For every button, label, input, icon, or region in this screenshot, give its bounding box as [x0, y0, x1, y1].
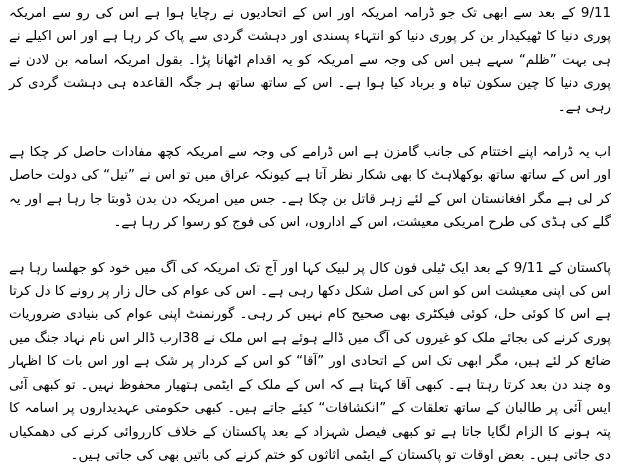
paragraph-1: 9/11 کے بعد سے ابھی تک جو ڈرامہ امریکہ اور اس کے اتحادیوں نے رچایا ہوا ہے اس کی رو سے امریکہ پوری دنیا کا ٹھیکیدار بن کر پوری دنیا کو انتہاء پسندی اور دہشت گردی سے پاک کر رہا ہے اور اس اکیلے نے ہی بہت ”ظلم“ سہے ہیں اس کی وجہ سے امریکہ کو یہ اقدام اٹھانا پڑا۔ بقول امریکہ اسامہ بن لادن نے پوری دنیا کا چین سکون تباہ و برباد کیا ہوا ہے۔ اس کے ساتھ ساتھ ہر جگہ القاعدہ ہی دہشت گردی کر رہی ہے۔: [9, 6, 612, 115]
paragraph-2: اب یہ ڈرامہ اپنے اختتام کی جانب گامزن ہے اس ڈرامے کی وجہ سے امریکہ کچھ مفادات حاصل کر چکا ہے اور اس کے ساتھ ساتھ بوکھلاہٹ کا بھی شکار نظر آتا ہے کیونکہ عراق میں تو اس نے ”تیل“ کی دولت حاصل کر لی ہے مگر افغانستان اس کے لئے زہر قاتل بن چکا ہے۔ جس میں امریکہ دن بدن ڈوبتا جا رہا ہے اور یہ گلے کی ہڈی کی طرح امریکی معیشت، اس کے اداروں، اس کی فوج کو رسوا کر رہا ہے۔: [9, 145, 611, 231]
paragraph-3: پاکستان کے 9/11 کے بعد ایک ٹیلی فون کال پر لبیک کہا اور آج تک امریکہ کی آگ میں خود کو جھلسا رہا ہے اس کی اپنی معیشت اس کو اس کی اصل شکل دکھا رہی ہے۔ اس کی عوام کی حال زار پر رونے کا دل کرتا ہے اس کا کوئی حل، کوئی فیکٹری بھی صحیح کام نہیں کر رہی۔ گورنمنٹ اپنی عوام کی بنیادی ضروریات پوری کرنے کی بجائے ملک کو غیروں کی آگ میں ڈالے ہوئے ہے اس ملک نے 38ارب ڈالر اس نام نہاد جنگ میں ضائع کر لئے ہیں، مگر ابھی تک اس کے اتحادی اور ”آقا“ کو اس کے کردار پر شک ہے اور اس بات کا اظہار وہ چند دن بعد کرتا رہتا ہے۔ کبھی آقا کہتا ہے کہ اس کے ملک کے ایٹمی ہتھیار محفوظ نہیں۔ تو کبھی آئی ایس آئی پر طالبان کے ساتھ تعلقات کے ”انکشافات“ کیئے جاتے ہیں۔ کبھی حکومتی عہدیداروں پر اسامہ کا پتہ ہونے کا الزام لگایا جاتا ہے تو کبھی فیصل شہزاد کے بعد پاکستان کے خلاف کارروائی کرنے کی دھمکیاں دی جاتی ہیں۔ بعض اوقات تو پاکستان کے ایٹمی اثاثوں کو ختم کرنے کی باتیں بھی کی جاتی ہیں۔: [9, 260, 611, 463]
